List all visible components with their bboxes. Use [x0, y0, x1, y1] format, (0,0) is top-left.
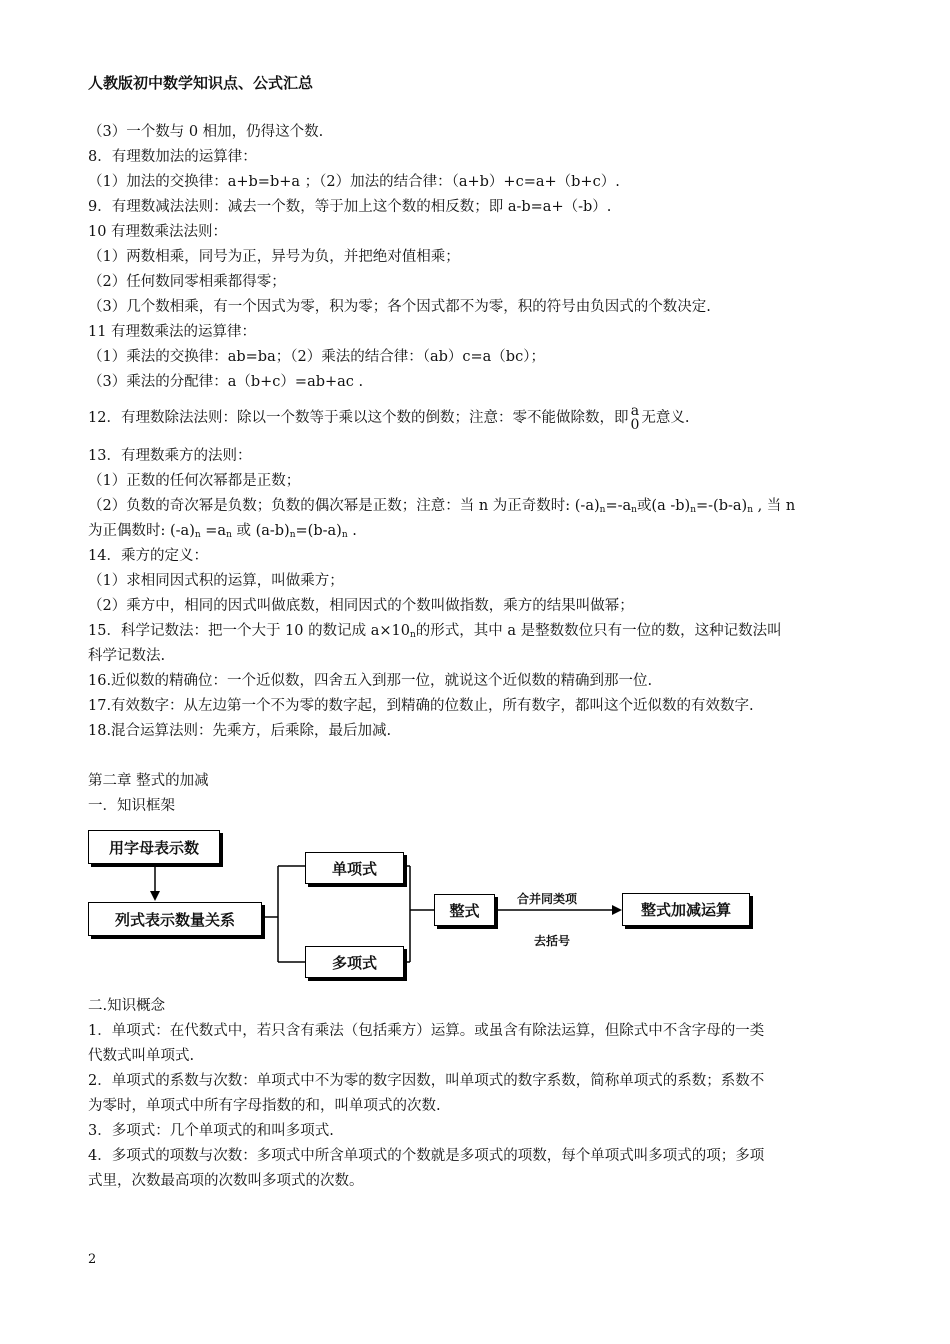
box-monomial: 单项式	[305, 852, 404, 884]
text-line: （1）求相同因式积的运算，叫做乘方；	[88, 573, 344, 589]
subscript: n	[289, 530, 296, 540]
division-rule-text: 12．有理数除法法则：除以一个数等于乘以这个数的倒数；注意：零不能做除数，即	[88, 410, 629, 426]
text-line: （1）乘法的交换律：ab=ba；（2）乘法的结合律：（ab）c=a（bc）；	[88, 349, 545, 365]
text-line: 1．单项式：在代数式中，若只含有乘法（包括乘方）运算。或虽含有除法运算，但除式中不含字母的一类	[88, 1023, 765, 1039]
text-part: （2）负数的奇次幂是负数；负数的偶次幂是正数；注意：当 n 为正奇数时: (-a)	[88, 498, 600, 514]
subscript: n	[631, 505, 637, 515]
text-line: （1）正数的任何次幂都是正数；	[88, 473, 301, 489]
text-line: 式里，次数最高项的次数叫多项式的次数。	[88, 1173, 364, 1189]
section-title: 一．知识框架	[88, 798, 175, 814]
box-letters-represent-numbers: 用字母表示数	[88, 830, 220, 864]
text-line: 9．有理数减法法则：减去一个数，等于加上这个数的相反数；即 a-b=a+（-b）.	[88, 199, 612, 215]
subscript: n	[226, 530, 232, 540]
text-line: 11 有理数乘法的运算律：	[88, 324, 257, 340]
subscript: n	[690, 505, 696, 515]
text-line: 科学记数法.	[88, 648, 166, 664]
text-line: （2）任何数同零相乘都得零；	[88, 274, 286, 290]
text-part: 或(a -b)	[636, 498, 691, 514]
subscript: n	[599, 505, 606, 515]
box-polynomial: 多项式	[305, 946, 404, 978]
text-line: 8．有理数加法的运算律：	[88, 149, 257, 165]
section-title: 二.知识概念	[88, 998, 166, 1014]
fraction-numerator: a	[630, 403, 640, 419]
text-part: =-(b-a)	[695, 498, 748, 514]
box-express-quantities: 列式表示数量关系	[88, 902, 262, 936]
text-line: （1）加法的交换律：a+b=b+a ；（2）加法的结合律：（a+b）+c=a+（b+c）.	[88, 174, 620, 190]
text-part: 15．科学记数法：把一个大于 10 的数记成 a×10	[88, 623, 410, 639]
box-add-subtract-operations: 整式加减运算	[622, 893, 750, 926]
text-part: 或 (a-b)	[231, 523, 290, 539]
text-part: =(b-a)	[295, 523, 342, 539]
text-line: 3．多项式：几个单项式的和叫多项式.	[88, 1123, 334, 1139]
text-line: 17.有效数字：从左边第一个不为零的数字起，到精确的位数止，所有数字，都叫这个近似数的有效数字.	[88, 698, 754, 714]
text-line: （1）两数相乘，同号为正，异号为负，并把绝对值相乘；	[88, 249, 460, 265]
text-part: =a	[200, 523, 227, 539]
text-part: 为正偶数时: (-a)	[88, 523, 195, 539]
division-rule-tail: 无意义.	[641, 410, 690, 426]
text-line: （3）乘法的分配律：a（b+c）=ab+ac .	[88, 374, 364, 390]
subscript: n	[747, 505, 753, 515]
text-part: =-a	[605, 498, 632, 514]
text-line: 13．有理数乘方的法则：	[88, 448, 252, 464]
page-number: 2	[88, 1252, 97, 1267]
text-line: 18.混合运算法则：先乘方，后乘除，最后加减.	[88, 723, 392, 739]
text-line: 2．单项式的系数与次数：单项式中不为零的数字因数，叫单项式的数字系数，简称单项式的系数；系数不	[88, 1073, 765, 1089]
document-header: 人教版初中数学知识点、公式汇总	[88, 74, 314, 92]
text-line: 14．乘方的定义：	[88, 548, 208, 564]
box-integral-expression: 整式	[434, 894, 495, 926]
fraction-denominator: 0	[630, 417, 640, 433]
subscript: n	[341, 530, 348, 540]
subscript: n	[194, 530, 201, 540]
text-line: （3）几个数相乘，有一个因式为零，积为零；各个因式都不为零，积的符号由负因式的个数决定.	[88, 299, 711, 315]
text-line: （3）一个数与 0 相加，仍得这个数.	[88, 124, 324, 140]
label-remove-brackets: 去括号	[534, 934, 571, 948]
label-combine-like-terms: 合并同类项	[517, 892, 578, 906]
text-part: 的形式，其中 a 是整数数位只有一位的数，这种记数法叫	[415, 623, 782, 639]
text-line: 为零时，单项式中所有字母指数的和，叫单项式的次数.	[88, 1098, 441, 1114]
text-line: 4．多项式的项数与次数：多项式中所含单项式的个数就是多项式的项数，每个单项式叫多项式的项；多项	[88, 1148, 765, 1164]
text-line: 16.近似数的精确位：一个近似数，四舍五入到那一位，就说这个近似数的精确到那一位.	[88, 673, 653, 689]
text-line: 代数式叫单项式.	[88, 1048, 195, 1064]
chapter-title: 第二章 整式的加减	[88, 773, 209, 789]
subscript: n	[409, 630, 416, 640]
text-part: , 当 n	[752, 498, 796, 514]
text-part: .	[347, 523, 357, 539]
text-line: （2）乘方中，相同的因式叫做底数，相同因式的个数叫做指数，乘方的结果叫做幂；	[88, 598, 634, 614]
text-line: 10 有理数乘法法则：	[88, 224, 228, 240]
